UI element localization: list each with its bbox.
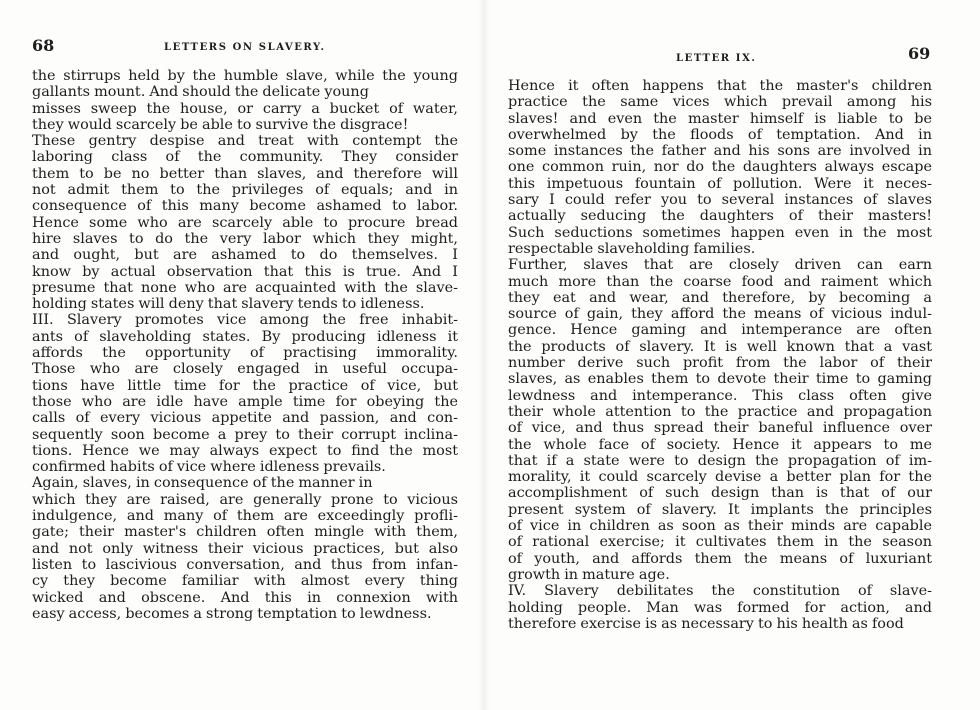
text-line: III. Slavery promotes vice among the free inhabit- xyxy=(32,312,458,329)
text-line: laboring class of the community. They consider xyxy=(32,149,458,166)
text-line: those who are idle have ample time for obeying the xyxy=(32,393,458,410)
text-line: gence. Hence gaming and intemperance are often xyxy=(508,322,932,339)
text-line: one common ruin, nor do the daughters always escape xyxy=(508,159,932,176)
text-line: sequently soon become a prey to their corrupt inclina- xyxy=(32,426,458,443)
text-line: misses sweep the house, or carry a bucket of water, xyxy=(32,100,458,117)
text-line: the whole face of society. Hence it appears to me xyxy=(508,436,932,453)
text-line: calls of every vicious appetite and passion, and con- xyxy=(32,410,458,427)
text-line: which they are raised, are generally prone to vicious xyxy=(32,491,458,508)
text-line: overwhelmed by the floods of temptation. And in xyxy=(508,126,932,143)
text-line: some instances the father and his sons are involved in xyxy=(508,143,932,160)
text-line: Those who are closely engaged in useful occupa- xyxy=(32,361,458,378)
text-line: the products of slavery. It is well known that a vast xyxy=(508,338,932,355)
left-running-head: LETTERS ON SLAVERY. xyxy=(164,42,326,53)
text-line: lewdness and intemperance. This class often give xyxy=(508,387,932,404)
text-line: number derive such profit from the labor of their xyxy=(508,355,932,372)
text-line: tions have little time for the practice of vice, but xyxy=(32,377,458,394)
text-line: ants of slaveholding states. By producing idleness it xyxy=(32,328,458,345)
text-line: morality, it could scarcely devise a better plan for the xyxy=(508,469,932,486)
text-line: source of gain, they afford the means of vicious indul- xyxy=(508,306,932,323)
text-line: and not only witness their vicious practices, but also xyxy=(32,540,458,557)
text-line: slaves, as enables them to devote their time to gaming xyxy=(508,371,932,388)
text-line: affords the opportunity of practising immorality. xyxy=(32,345,458,362)
left-page-number: 68 xyxy=(32,36,55,55)
text-line: actually seducing the daughters of their masters! xyxy=(508,208,932,225)
text-line: present system of slavery. It implants the principles xyxy=(508,501,932,518)
text-line: know by actual observation that this is true. And I xyxy=(32,263,458,280)
right-running-head: LETTER IX. xyxy=(676,53,757,64)
text-line: of vice in children as soon as their minds are capable xyxy=(508,518,932,535)
text-line: IV. Slavery debilitates the constitution of slave- xyxy=(508,583,932,600)
text-line: much more than the coarse food and raiment which xyxy=(508,273,932,290)
text-line: them to be no better than slaves, and therefore will xyxy=(32,165,458,182)
text-line: holding states will deny that slavery tends to idleness. xyxy=(32,296,425,313)
text-line: practice the same vices which prevail among his xyxy=(508,94,932,111)
text-line: their whole attention to the practice and propagation xyxy=(508,403,932,420)
text-line: hire slaves to do the very labor which they might, xyxy=(32,230,458,247)
text-line: slaves! and even the master himself is liable to be xyxy=(508,110,932,127)
text-line: holding people. Man was formed for action, and xyxy=(508,599,932,616)
text-line: gate; their master's children often mingle with them, xyxy=(32,524,458,541)
text-line: presume that none who are acquainted with the slave- xyxy=(32,279,458,296)
text-line: respectable slaveholding families. xyxy=(508,240,756,257)
text-line: indulgence, and many of them are exceedingly profli- xyxy=(32,508,458,525)
text-line: accomplishment of such design than is that of our xyxy=(508,485,932,502)
text-line: confirmed habits of vice where idleness prevails. xyxy=(32,459,386,476)
text-line: that if a state were to design the propagation of im- xyxy=(508,452,932,469)
text-line: easy access, becomes a strong temptation to lewdness. xyxy=(32,605,432,622)
text-line: therefore exercise is as necessary to his health as food xyxy=(508,615,904,632)
text-line: and ought, but are ashamed to do themselves. I xyxy=(32,247,458,264)
right-page-body xyxy=(508,78,932,632)
text-line: Hence some who are scarcely able to procure bread xyxy=(32,214,458,231)
left-page-body xyxy=(32,68,458,622)
text-line: the stirrups held by the humble slave, while the young xyxy=(32,68,458,84)
text-line: Further, slaves that are closely driven can earn xyxy=(508,257,932,274)
text-line: cy they become familiar with almost every thing xyxy=(32,573,458,590)
text-line: Again, slaves, in consequence of the manner in xyxy=(32,475,373,492)
text-line: of vice, and thus spread their baneful influence over xyxy=(508,420,932,437)
text-line: wicked and obscene. And this in connexion with xyxy=(32,589,458,606)
text-line: of youth, and affords them the means of luxuriant xyxy=(508,550,932,567)
text-line: gallants mount. And should the delicate young xyxy=(32,84,369,101)
text-line: Hence it often happens that the master's children xyxy=(508,78,932,94)
right-page-number: 69 xyxy=(908,44,931,63)
text-line: tions. Hence we may always expect to find the most xyxy=(32,442,458,459)
text-line: they would scarcely be able to survive the disgrace! xyxy=(32,116,409,133)
text-line: These gentry despise and treat with contempt the xyxy=(32,133,458,150)
text-line: Such seductions sometimes happen even in the most xyxy=(508,224,932,241)
text-line: of rational exercise; it cultivates them in the season xyxy=(508,534,932,551)
text-line: listen to lascivious conversation, and thus from infan- xyxy=(32,556,458,573)
text-line: they eat and wear, and therefore, by becoming a xyxy=(508,289,932,306)
text-line: not admit them to the privileges of equals; and in xyxy=(32,182,458,199)
text-line: consequence of this many become ashamed to labor. xyxy=(32,198,458,215)
text-line: growth in mature age. xyxy=(508,566,670,583)
book-gutter xyxy=(478,0,490,710)
text-line: this impetuous fountain of pollution. Were it neces- xyxy=(508,175,932,192)
text-line: sary I could refer you to several instances of slaves xyxy=(508,192,932,209)
